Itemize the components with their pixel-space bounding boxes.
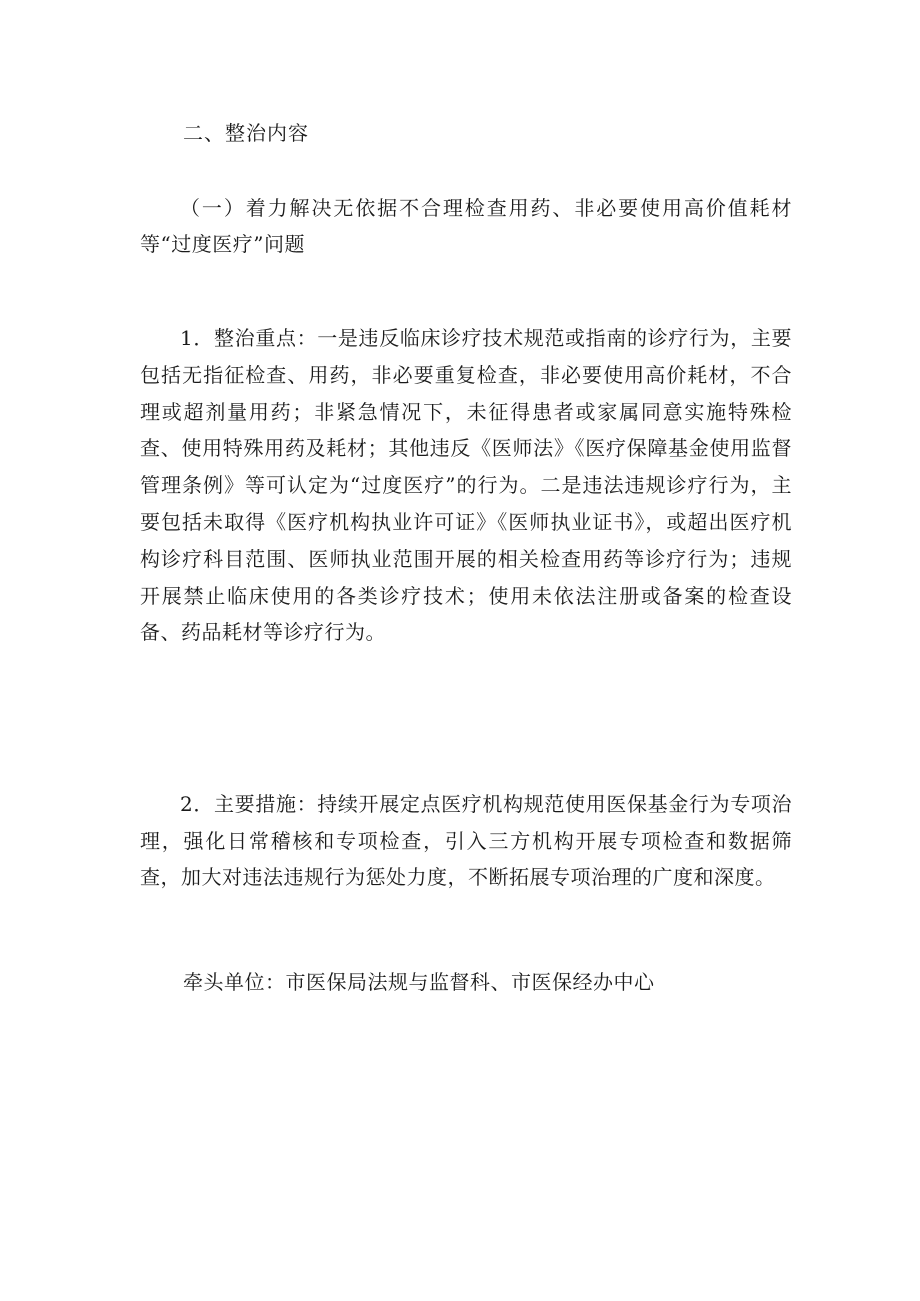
main-measures-paragraph: 2．主要措施：持续开展定点医疗机构规范使用医保基金行为专项治理，强化日常稽核和专项检查，引入三方机构开展专项检查和数据筛查，加大对违法违规行为惩处力度，不断拓展专项治理的广度和深度。 bbox=[140, 792, 792, 889]
lead-units-line: 牵头单位：市医保局法规与监督科、市医保经办中心 bbox=[183, 970, 655, 994]
rectification-focus-paragraph: 1．整治重点：一是违反临床诊疗技术规范或指南的诊疗行为，主要包括无指征检查、用药，非必要重复检查，非必要使用高价耗材，不合理或超剂量用药；非紧急情况下，未征得患者或家属同意实施特殊检查、使用特殊用药及耗材；其他违反《医师法》《医疗保障基金使用监督管理条例》等可认定为“过度医疗”的行为。二是违法违规诊疗行为，主要包括未取得《医疗机构执业许可证》《医师执业证书》，或超出医疗机构诊疗科目范围、医师执业范围开展的相关检查用药等诊疗行为；违规开展禁止临床使用的各类诊疗技术；使用未依法注册或备案的检查设备、药品耗材等诊疗行为。 bbox=[140, 326, 792, 645]
section-heading: 二、整治内容 bbox=[183, 121, 309, 145]
subsection-title: （一）着力解决无依据不合理检查用药、非必要使用高价值耗材等“过度医疗”问题 bbox=[140, 196, 792, 256]
